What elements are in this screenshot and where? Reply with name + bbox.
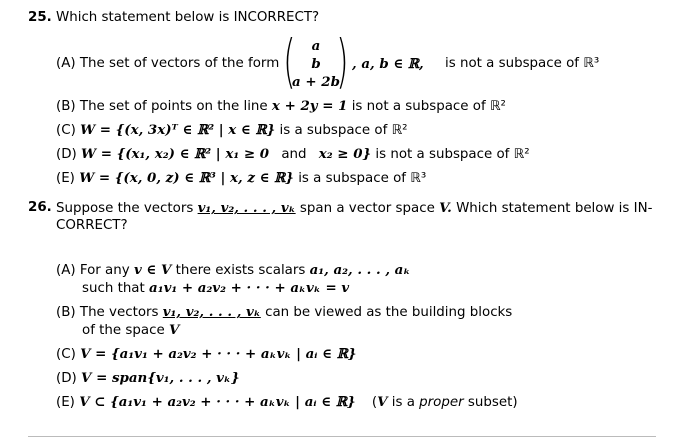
q25-option-d-and: and [281,147,307,162]
q25-option-d [56,146,530,162]
column-vector [283,27,349,95]
q26-option-c-math: V = {a₁v₁ + a₂v₂ + · · · + aₖvₖ | aᵢ ∈ ℝ} [80,346,357,362]
q25-option-e-math: W = {(x, 0, z) ∈ ℝ³ | x, z ∈ ℝ} [79,170,294,186]
q26-option-e [56,394,518,410]
q26-option-a-line1 [56,262,410,278]
q25-option-b [56,98,506,114]
q26-option-b-line2-text: of the space [82,323,165,338]
q26-stem-part3: Which statement below is IN- [456,201,653,216]
q26-option-a-label: (A) For any [56,263,130,278]
q26-option-b-tail: can be viewed as the building blocks [265,305,513,320]
q26-option-c-label: (C) [56,347,76,362]
bottom-divider [28,436,656,437]
q26-option-e-is-a: is a [391,395,415,410]
vector-entry-1: a [311,38,321,54]
q26-option-b-label: (B) The vectors [56,305,159,320]
q25-option-e-label: (E) [56,171,75,186]
q25-option-d-math2: x₂ ≥ 0} [318,146,372,162]
q26-option-a-math1: v ∈ V [133,262,172,278]
right-paren-icon: ) [336,27,349,95]
q25-option-c-math: W = {(x, 3x)ᵀ ∈ ℝ² | x ∈ ℝ} [80,122,276,138]
q25-option-d-math: W = {(x₁, x₂) ∈ ℝ² | x₁ ≥ 0 [81,146,270,162]
q26-option-d [56,370,240,386]
q26-option-b-math2: V [168,322,180,338]
q25-option-c [56,122,408,138]
left-paren-icon: ( [283,27,296,95]
q26-option-a-such-that: such that [82,281,145,296]
q26-stem-part1: Suppose the vectors [56,201,194,216]
q26-option-e-paren-open: ( [371,395,378,410]
q26-option-e-math: V ⊂ {a₁v₁ + a₂v₂ + · · · + aₖvₖ | aᵢ ∈ ℝ} [79,394,356,410]
q25-option-a-tail: is not a subspace of ℝ³ [445,56,600,71]
q26-option-e-subset: subset) [467,395,518,410]
q26-option-b-line2 [82,322,179,338]
q25-option-c-tail: is a subspace of ℝ² [279,123,408,138]
q26-option-a-line2 [82,280,349,296]
q26-stem-space: V. [439,200,452,216]
vector-entry-3: a + 2b [292,74,340,90]
q26-option-a-math3: a₁v₁ + a₂v₂ + · · · + aₖvₖ = v [149,280,350,296]
vector-entry-2: b [311,56,321,72]
q26-option-e-V: V [377,394,388,410]
q26-option-c [56,346,356,362]
q26-option-d-math: V = span{v₁, . . . , vₖ} [81,370,240,386]
q25-option-d-tail: is not a subspace of ℝ² [375,147,530,162]
q25-option-e [56,170,426,186]
question-25-stem: Which statement below is INCORRECT? [56,10,320,25]
q25-option-e-tail: is a subspace of ℝ³ [298,171,427,186]
question-26-number: 26. [28,200,52,215]
question-25-number: 25. [28,10,52,25]
q26-option-d-label: (D) [56,371,77,386]
q25-option-b-label: (B) The set of points on the line [56,99,268,114]
q25-option-a-condition: , a, b ∈ ℝ, [352,56,424,72]
q25-option-b-tail: is not a subspace of ℝ² [351,99,506,114]
q26-option-a-math2: a₁, a₂, . . . , aₖ [309,262,411,278]
q25-option-b-math: x + 2y = 1 [271,98,348,114]
q26-option-b-math: v₁, v₂, . . . , vₖ [162,304,261,320]
q26-option-e-label: (E) [56,395,75,410]
q26-stem-vectors: v₁, v₂, . . . , vₖ [197,200,296,216]
q26-option-a-mid: there exists scalars [175,263,306,278]
q25-option-c-label: (C) [56,123,76,138]
question-26-stem-line1 [56,200,652,216]
question-26-stem-line2: CORRECT? [56,218,128,233]
q25-option-d-label: (D) [56,147,77,162]
q26-option-b-line1 [56,304,512,320]
q26-option-e-proper: proper [419,395,464,410]
q25-option-a-label: (A) The set of vectors of the form [56,56,280,71]
q26-stem-part2: span a vector space [299,201,435,216]
